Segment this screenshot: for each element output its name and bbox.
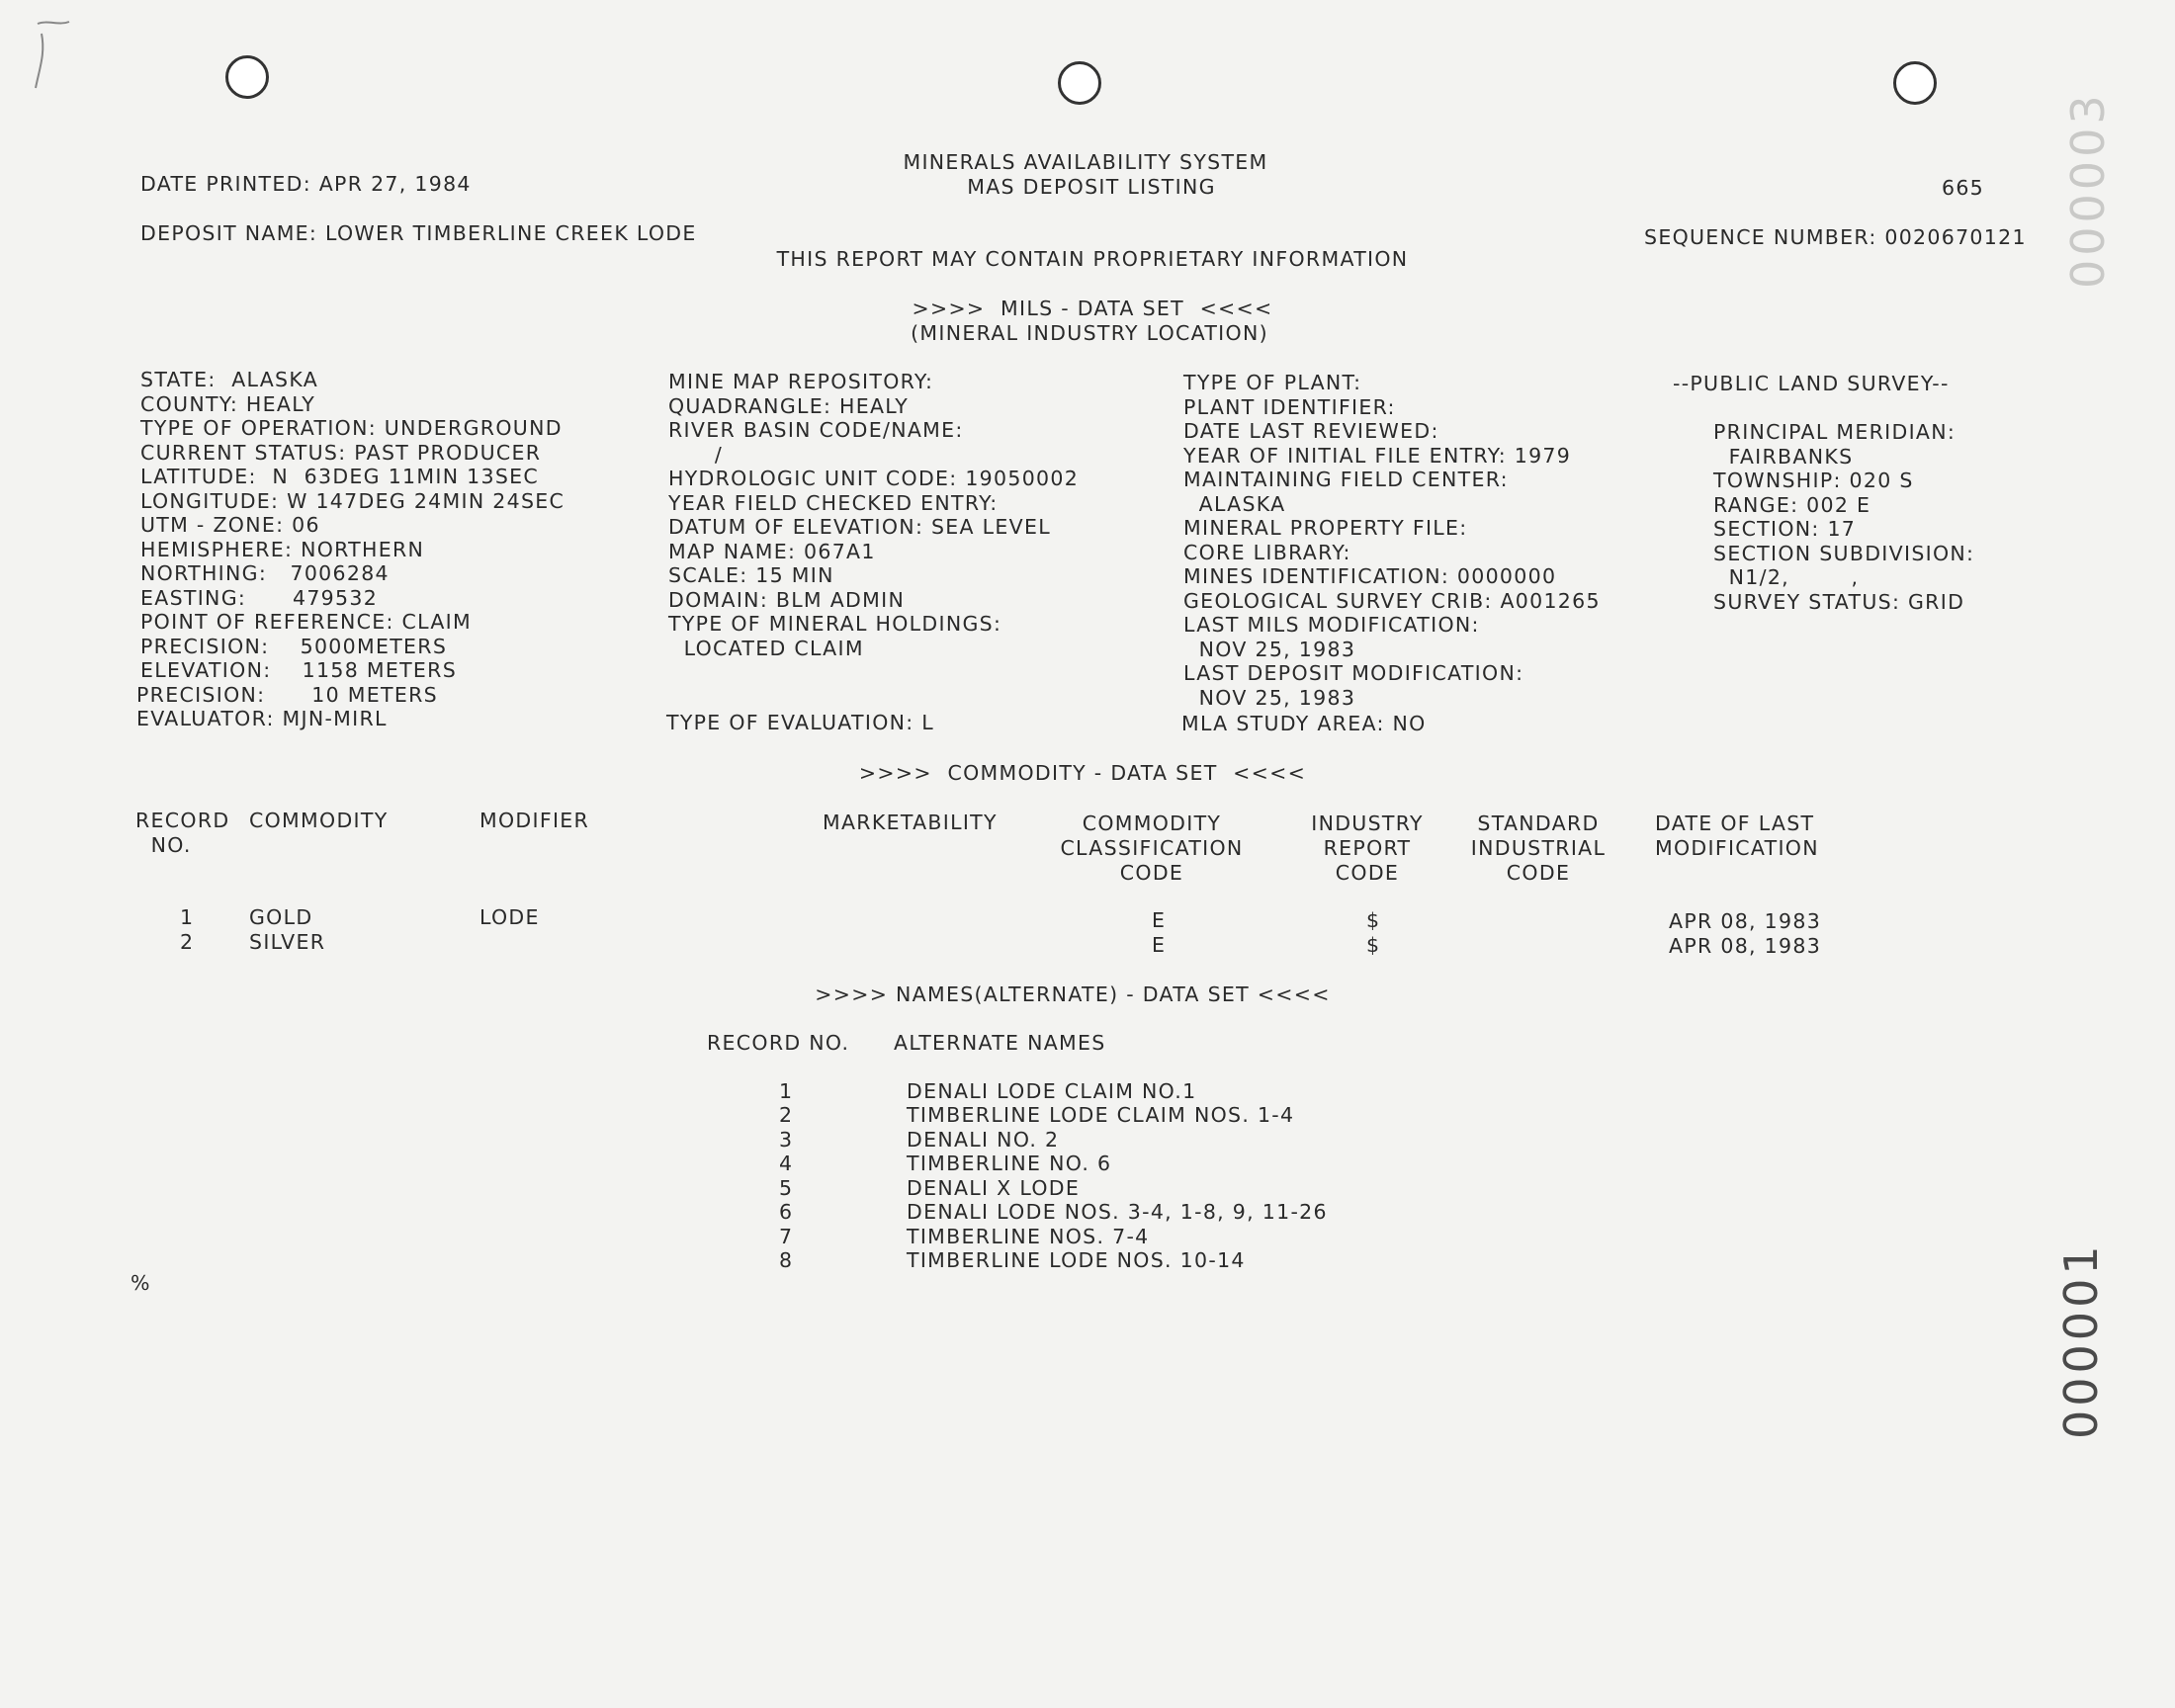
mils-field: YEAR FIELD CHECKED ENTRY: (668, 491, 999, 515)
mils-field: HEMISPHERE: NORTHERN (140, 538, 425, 561)
corner-scribble (30, 14, 89, 93)
mils-field: LOCATED CLAIM (668, 637, 864, 660)
row-commodity: SILVER (249, 930, 326, 954)
mils-field: SURVEY STATUS: GRID (1713, 590, 1965, 614)
faint-stamp-number: 000003 (2061, 91, 2115, 289)
mils-heading: >>>> MILS - DATA SET <<<< (912, 297, 1273, 320)
col-classification-code: COMMODITY CLASSIFICATION CODE (1060, 811, 1244, 885)
names-col-record-no: RECORD NO. (707, 1031, 850, 1055)
mils-field: PRECISION: 5000METERS (140, 635, 448, 658)
col-record-no: RECORD NO. (135, 809, 230, 857)
mils-field: MINE MAP REPOSITORY: (668, 370, 934, 393)
mils-subheading: (MINERAL INDUSTRY LOCATION) (911, 321, 1268, 345)
mils-field: LAST MILS MODIFICATION: (1183, 613, 1480, 637)
punch-hole-left (225, 55, 269, 99)
col-date-last-modification: DATE OF LAST MODIFICATION (1655, 811, 1819, 860)
mils-field: TYPE OF PLANT: (1183, 371, 1362, 394)
mils-field: ELEVATION: 1158 METERS (140, 658, 458, 682)
mils-field: FAIRBANKS (1713, 445, 1854, 469)
names-heading: >>>> NAMES(ALTERNATE) - DATA SET <<<< (815, 982, 1331, 1006)
mils-field: TOWNSHIP: 020 S (1713, 469, 1914, 492)
alternate-name: DENALI NO. 2 (907, 1128, 1060, 1152)
mils-field: NOV 25, 1983 (1183, 686, 1356, 710)
mils-field: MINERAL PROPERTY FILE: (1183, 516, 1468, 540)
name-record-no: 7 (779, 1225, 794, 1248)
mils-field: TYPE OF OPERATION: UNDERGROUND (140, 416, 563, 440)
mils-field: SECTION SUBDIVISION: (1713, 542, 1975, 565)
row-record-no: 1 (180, 905, 195, 929)
page-number: 665 (1942, 176, 1985, 200)
col-industry-report-code: INDUSTRY REPORT CODE (1311, 811, 1424, 885)
page-stamp-number: 000001 (2054, 1241, 2108, 1439)
mils-field: GEOLOGICAL SURVEY CRIB: A001265 (1183, 589, 1601, 613)
alternate-name: TIMBERLINE NOS. 7-4 (907, 1225, 1150, 1248)
name-record-no: 8 (779, 1248, 794, 1272)
mils-field: RANGE: 002 E (1713, 493, 1871, 517)
name-record-no: 3 (779, 1128, 794, 1152)
mils-field: POINT OF REFERENCE: CLAIM (140, 610, 472, 634)
mils-field: PLANT IDENTIFIER: (1183, 395, 1396, 419)
col-modifier: MODIFIER (479, 809, 590, 832)
mils-field: SECTION: 17 (1713, 517, 1857, 541)
name-record-no: 6 (779, 1200, 794, 1224)
row-report-code: $ (1366, 908, 1381, 932)
mils-field: CORE LIBRARY: (1183, 541, 1351, 564)
row-report-code: $ (1366, 933, 1381, 957)
name-record-no: 2 (779, 1103, 794, 1127)
col-marketability: MARKETABILITY (823, 811, 998, 834)
mils-field: LATITUDE: N 63DEG 11MIN 13SEC (140, 465, 540, 488)
mils-field: RIVER BASIN CODE/NAME: (668, 418, 964, 442)
name-record-no: 5 (779, 1176, 794, 1200)
names-col-alternate-names: ALTERNATE NAMES (894, 1031, 1106, 1055)
punch-hole-right (1893, 61, 1937, 105)
type-of-evaluation: TYPE OF EVALUATION: L (666, 711, 935, 734)
mils-field: CURRENT STATUS: PAST PRODUCER (140, 441, 542, 465)
row-class-code: E (1152, 908, 1167, 932)
row-class-code: E (1152, 933, 1167, 957)
proprietary-notice: THIS REPORT MAY CONTAIN PROPRIETARY INFORMATION (776, 247, 1409, 271)
mils-field: MAINTAINING FIELD CENTER: (1183, 468, 1509, 491)
row-modifier: LODE (479, 905, 540, 929)
sequence-number: SEQUENCE NUMBER: 0020670121 (1644, 225, 2027, 249)
alternate-name: TIMBERLINE LODE CLAIM NOS. 1-4 (907, 1103, 1295, 1127)
alternate-name: DENALI LODE CLAIM NO.1 (907, 1079, 1197, 1103)
mils-field: DATUM OF ELEVATION: SEA LEVEL (668, 515, 1051, 539)
row-date: APR 08, 1983 (1669, 934, 1822, 958)
mils-field: / (668, 443, 724, 467)
deposit-name: DEPOSIT NAME: LOWER TIMBERLINE CREEK LODE (140, 221, 697, 245)
mils-field: MAP NAME: 067A1 (668, 540, 876, 563)
row-commodity: GOLD (249, 905, 313, 929)
mils-field: COUNTY: HEALY (140, 392, 316, 416)
col-commodity: COMMODITY (249, 809, 389, 832)
alternate-name: DENALI LODE NOS. 3-4, 1-8, 9, 11-26 (907, 1200, 1328, 1224)
mils-field: SCALE: 15 MIN (668, 563, 834, 587)
row-record-no: 2 (180, 930, 195, 954)
row-date: APR 08, 1983 (1669, 909, 1822, 933)
punch-hole-center (1058, 61, 1101, 105)
public-land-survey-heading: --PUBLIC LAND SURVEY-- (1673, 372, 1950, 395)
mils-field: MLA STUDY AREA: NO (1181, 712, 1427, 735)
date-printed: DATE PRINTED: APR 27, 1984 (140, 172, 472, 196)
listing-title: MAS DEPOSIT LISTING (967, 175, 1216, 199)
system-title: MINERALS AVAILABILITY SYSTEM (903, 150, 1268, 174)
name-record-no: 4 (779, 1152, 794, 1175)
mils-field: ALASKA (1183, 492, 1286, 516)
col-standard-industrial-code: STANDARD INDUSTRIAL CODE (1470, 811, 1607, 885)
mils-field: N1/2, , (1713, 565, 1860, 589)
mils-field: PRINCIPAL MERIDIAN: (1713, 420, 1957, 444)
mils-field: TYPE OF MINERAL HOLDINGS: (668, 612, 1002, 636)
mils-field: PRECISION: 10 METERS (136, 683, 438, 707)
mils-field: EVALUATOR: MJN-MIRL (136, 707, 388, 730)
mils-field: LAST DEPOSIT MODIFICATION: (1183, 661, 1524, 685)
mils-field: LONGITUDE: W 147DEG 24MIN 24SEC (140, 489, 566, 513)
mils-field: STATE: ALASKA (140, 368, 319, 391)
mils-field: DOMAIN: BLM ADMIN (668, 588, 906, 612)
mils-field: HYDROLOGIC UNIT CODE: 19050002 (668, 467, 1080, 490)
commodity-heading: >>>> COMMODITY - DATA SET <<<< (858, 761, 1307, 785)
alternate-name: TIMBERLINE LODE NOS. 10-14 (907, 1248, 1246, 1272)
alternate-name: DENALI X LODE (907, 1176, 1081, 1200)
mils-field: MINES IDENTIFICATION: 0000000 (1183, 564, 1557, 588)
percent-mark: % (130, 1271, 151, 1295)
alternate-name: TIMBERLINE NO. 6 (907, 1152, 1112, 1175)
mils-field: UTM - ZONE: 06 (140, 513, 320, 537)
name-record-no: 1 (779, 1079, 794, 1103)
mils-field: DATE LAST REVIEWED: (1183, 419, 1439, 443)
mils-field: YEAR OF INITIAL FILE ENTRY: 1979 (1183, 444, 1572, 468)
mils-field: EASTING: 479532 (140, 586, 379, 610)
mils-field: NORTHING: 7006284 (140, 561, 390, 585)
mils-field: NOV 25, 1983 (1183, 638, 1356, 661)
mils-field: QUADRANGLE: HEALY (668, 394, 910, 418)
